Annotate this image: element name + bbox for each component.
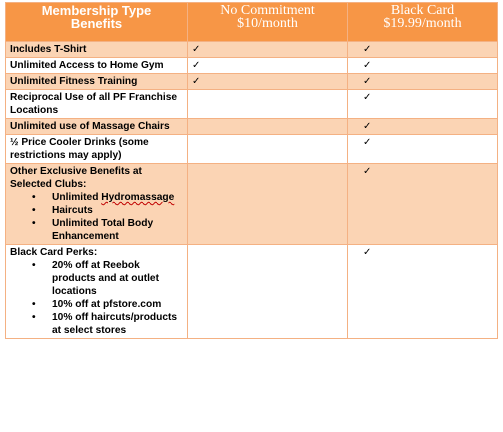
- benefit-group: [6, 164, 188, 245]
- list-item: • Unlimited Total Body Enhancement: [32, 217, 183, 243]
- table-row: [6, 74, 498, 90]
- list-item: • 10% off haircuts/products at select stores: [32, 311, 183, 337]
- check-icon: ✓: [348, 245, 498, 339]
- header-no-commitment-title: No Commitment: [220, 3, 315, 18]
- list-item-text: Unlimited Hydromassage: [52, 192, 175, 203]
- benefit-sublist: [10, 259, 183, 337]
- header-black-card: [348, 3, 498, 42]
- list-item: [32, 191, 183, 204]
- check-icon: ✓: [188, 58, 348, 74]
- membership-benefits-table: [5, 2, 498, 339]
- table-row: [6, 245, 498, 339]
- benefit-label: Black Card Perks:: [10, 247, 98, 258]
- header-black-card-title: Black Card: [390, 3, 455, 18]
- benefit-sublist: [10, 191, 183, 243]
- header-benefits: [6, 3, 188, 42]
- empty-cell: [188, 135, 348, 164]
- table-row: [6, 119, 498, 135]
- table-row: [6, 135, 498, 164]
- check-icon: ✓: [348, 58, 498, 74]
- check-icon: ✓: [348, 74, 498, 90]
- list-item: • Haircuts: [32, 204, 183, 217]
- empty-cell: [188, 245, 348, 339]
- benefit-label: Reciprocal Use of all PF Franchise Locations: [6, 90, 188, 119]
- table-row: [6, 42, 498, 58]
- check-icon: ✓: [348, 135, 498, 164]
- empty-cell: [188, 164, 348, 245]
- benefit-label: Unlimited Access to Home Gym: [6, 58, 188, 74]
- check-icon: ✓: [188, 42, 348, 58]
- benefit-label: Unlimited Fitness Training: [6, 74, 188, 90]
- header-no-commitment-price: $10/month: [237, 16, 298, 31]
- list-item: • 10% off at pfstore.com: [32, 298, 183, 311]
- benefit-label: Other Exclusive Benefits at Selected Clubs:: [10, 166, 142, 190]
- empty-cell: [188, 119, 348, 135]
- table-row: [6, 58, 498, 74]
- check-icon: ✓: [188, 74, 348, 90]
- check-icon: ✓: [348, 42, 498, 58]
- table-row: [6, 90, 498, 119]
- empty-cell: [188, 90, 348, 119]
- header-no-commitment: [188, 3, 348, 42]
- check-icon: ✓: [348, 119, 498, 135]
- header-benefits-line1: Membership Type: [41, 3, 152, 18]
- header-black-card-price: $19.99/month: [383, 16, 462, 31]
- list-item: • 20% off at Reebok products and at outlet locations: [32, 259, 183, 298]
- check-icon: ✓: [348, 90, 498, 119]
- header-benefits-line2: Benefits: [70, 16, 123, 31]
- benefit-label: Includes T-Shirt: [6, 42, 188, 58]
- table-row: [6, 164, 498, 245]
- benefit-label: Unlimited use of Massage Chairs: [6, 119, 188, 135]
- benefit-group: [6, 245, 188, 339]
- header-row: [6, 3, 498, 42]
- benefit-label: ½ Price Cooler Drinks (some restrictions may apply): [6, 135, 188, 164]
- check-icon: ✓: [348, 164, 498, 245]
- spellcheck-underline: Hydromassage: [101, 192, 175, 203]
